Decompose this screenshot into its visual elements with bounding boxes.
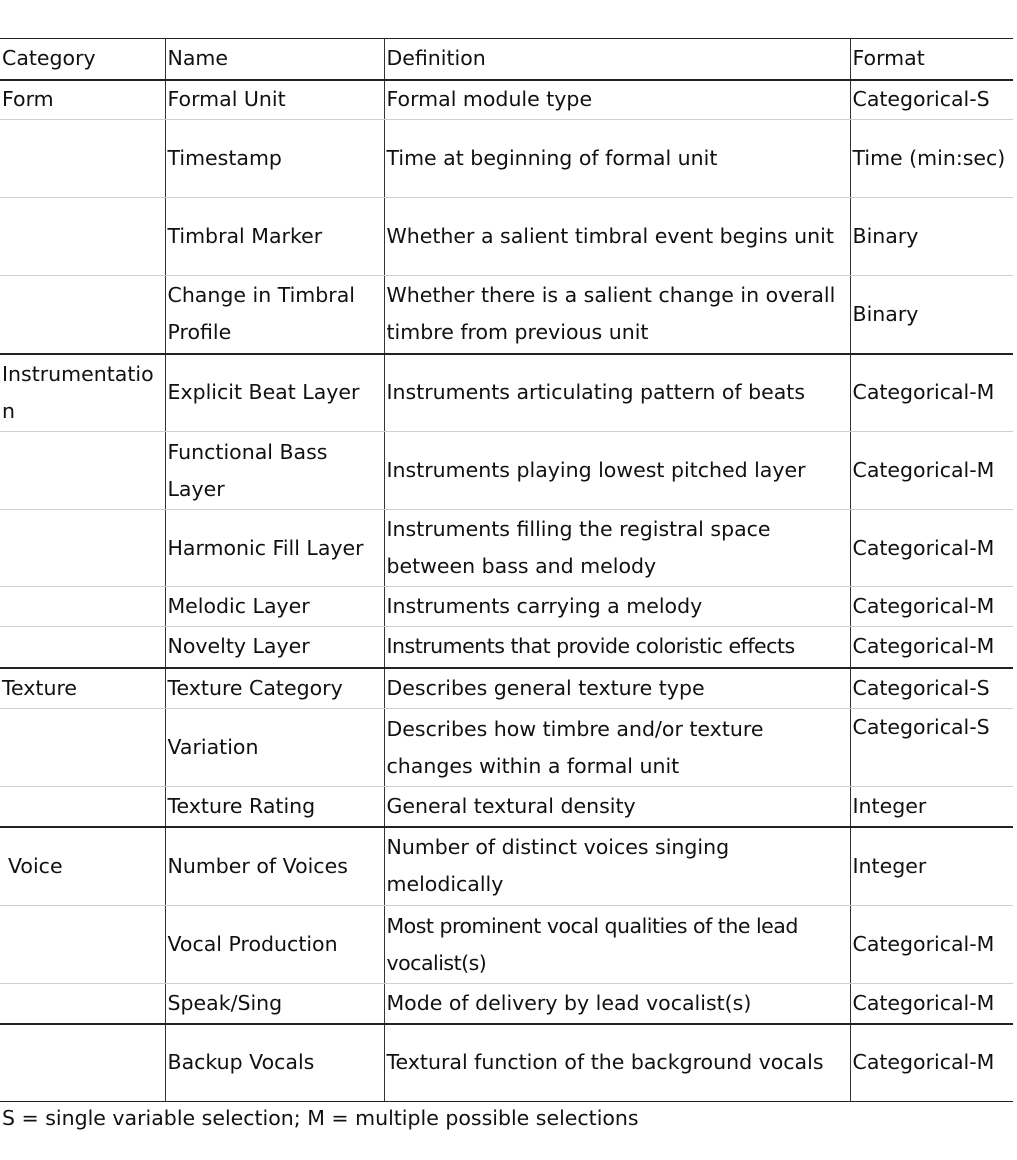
header-definition: Definition [384, 39, 850, 80]
cell-category [0, 198, 165, 276]
cell-category [0, 906, 165, 984]
cell-definition: Instruments that provide coloristic effects [384, 627, 850, 668]
table-footnote: S = single variable selection; M = multiple possible selections [2, 1106, 639, 1130]
cell-name: Timbral Marker [165, 198, 384, 276]
cell-definition: Mode of delivery by lead vocalist(s) [384, 984, 850, 1024]
cell-name: Melodic Layer [165, 587, 384, 627]
cell-format: Categorical-M [850, 354, 1013, 432]
cell-format: Categorical-M [850, 1024, 1013, 1102]
cell-format: Categorical-M [850, 510, 1013, 587]
cell-format: Categorical-M [850, 906, 1013, 984]
cell-name: Functional Bass Layer [165, 432, 384, 510]
table-header-row [0, 39, 1013, 80]
cell-category: Instrumentation [0, 354, 165, 432]
cell-name: Vocal Production [165, 906, 384, 984]
cell-format: Integer [850, 827, 1013, 906]
cell-name: Novelty Layer [165, 627, 384, 668]
cell-name: Explicit Beat Layer [165, 354, 384, 432]
cell-category [0, 120, 165, 198]
cell-definition: General textural density [384, 787, 850, 827]
table-row [0, 827, 1013, 906]
cell-definition: Textural function of the background vocals [384, 1024, 850, 1102]
table-row [0, 276, 1013, 354]
cell-definition: Whether there is a salient change in overall timbre from previous unit [384, 276, 850, 354]
cell-category [0, 276, 165, 354]
cell-name: Harmonic Fill Layer [165, 510, 384, 587]
table-row [0, 432, 1013, 510]
cell-format: Categorical-M [850, 587, 1013, 627]
cell-format: Categorical-S [850, 668, 1013, 709]
table-row [0, 1024, 1013, 1102]
cell-format: Categorical-M [850, 984, 1013, 1024]
cell-name: Backup Vocals [165, 1024, 384, 1102]
cell-category [0, 787, 165, 827]
table-row [0, 587, 1013, 627]
cell-category [0, 587, 165, 627]
table-row [0, 668, 1013, 709]
cell-definition: Instruments carrying a melody [384, 587, 850, 627]
table-row [0, 198, 1013, 276]
cell-definition: Describes general texture type [384, 668, 850, 709]
cell-format: Time (min:sec) [850, 120, 1013, 198]
table-row [0, 510, 1013, 587]
table-row [0, 984, 1013, 1024]
cell-category: Texture [0, 668, 165, 709]
cell-category [0, 984, 165, 1024]
table-row [0, 80, 1013, 120]
cell-format: Categorical-M [850, 627, 1013, 668]
table-row [0, 120, 1013, 198]
header-category: Category [0, 39, 165, 80]
cell-definition: Instruments articulating pattern of beats [384, 354, 850, 432]
feature-table-container [0, 38, 1013, 1102]
cell-category [0, 627, 165, 668]
cell-name: Speak/Sing [165, 984, 384, 1024]
cell-format: Categorical-S [850, 80, 1013, 120]
cell-category [0, 432, 165, 510]
cell-definition: Describes how timbre and/or texture changes within a formal unit [384, 709, 850, 787]
table-row [0, 354, 1013, 432]
cell-category [0, 510, 165, 587]
cell-format: Binary [850, 276, 1013, 354]
cell-format: Integer [850, 787, 1013, 827]
cell-definition: Whether a salient timbral event begins unit [384, 198, 850, 276]
cell-category: Form [0, 80, 165, 120]
table-row [0, 709, 1013, 787]
cell-category [0, 709, 165, 787]
cell-definition: Instruments playing lowest pitched layer [384, 432, 850, 510]
table-row [0, 627, 1013, 668]
cell-category [0, 1024, 165, 1102]
cell-format: Categorical-S [850, 709, 1013, 787]
feature-table [0, 38, 1013, 1102]
cell-name: Texture Category [165, 668, 384, 709]
cell-name: Timestamp [165, 120, 384, 198]
cell-name: Variation [165, 709, 384, 787]
cell-name: Texture Rating [165, 787, 384, 827]
cell-name: Formal Unit [165, 80, 384, 120]
cell-definition: Formal module type [384, 80, 850, 120]
cell-definition: Number of distinct voices singing melodically [384, 827, 850, 906]
header-name: Name [165, 39, 384, 80]
header-format: Format [850, 39, 1013, 80]
cell-name: Change in Timbral Profile [165, 276, 384, 354]
cell-category: Voice [0, 827, 165, 906]
cell-definition: Instruments filling the registral space between bass and melody [384, 510, 850, 587]
cell-definition: Most prominent vocal qualities of the lead vocalist(s) [384, 906, 850, 984]
cell-definition: Time at beginning of formal unit [384, 120, 850, 198]
table-row [0, 787, 1013, 827]
cell-format: Categorical-M [850, 432, 1013, 510]
table-row [0, 906, 1013, 984]
cell-format: Binary [850, 198, 1013, 276]
cell-name: Number of Voices [165, 827, 384, 906]
